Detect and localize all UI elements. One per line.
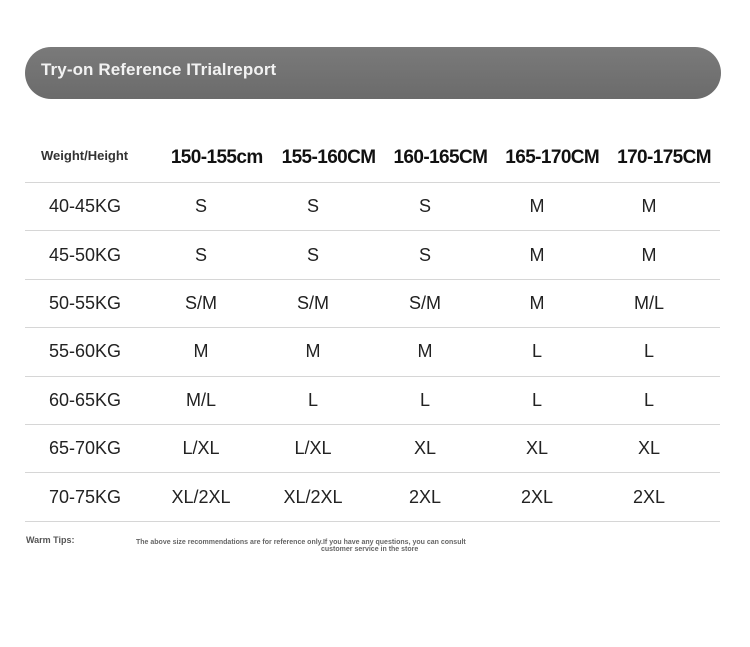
size-cell: XL [413, 438, 437, 459]
size-cell: XL [525, 438, 549, 459]
size-cell: S [306, 244, 319, 265]
size-cell: M [641, 244, 657, 265]
height-header: 155-160CM [281, 147, 376, 168]
table-body [25, 183, 720, 522]
warm-tips [26, 535, 726, 565]
size-cell: S/M [296, 292, 329, 313]
height-header: 165-170CM [505, 147, 600, 168]
size-cell: M/L [185, 389, 216, 410]
size-cell: M [193, 341, 209, 362]
tips-label: Warm Tips: [26, 535, 75, 545]
weight-label: 50-55KG [48, 292, 122, 313]
size-cell: L/XL [182, 438, 220, 459]
table-row [25, 425, 720, 473]
size-cell: M [417, 341, 433, 362]
size-cell: M/L [633, 292, 664, 313]
size-cell: L/XL [294, 438, 332, 459]
size-cell: 2XL [632, 486, 666, 507]
weight-label: 60-65KG [48, 389, 122, 410]
size-cell: 2XL [520, 486, 554, 507]
table-row [25, 377, 720, 425]
size-cell: S [194, 196, 207, 217]
size-cell: L [419, 389, 430, 410]
table-row [25, 280, 720, 328]
size-cell: L [307, 389, 318, 410]
size-cell: XL/2XL [283, 486, 343, 507]
height-header: 150-155cm [170, 147, 263, 168]
table-row [25, 183, 720, 231]
tips-text-continued: customer service in the store [321, 546, 419, 553]
size-cell: S [194, 244, 207, 265]
size-cell: S [418, 244, 431, 265]
weight-label: 70-75KG [48, 486, 122, 507]
weight-label: 65-70KG [48, 438, 122, 459]
size-cell: L [643, 389, 654, 410]
table-row [25, 231, 720, 279]
table-row [25, 328, 720, 376]
size-chart-table [25, 134, 720, 522]
table-header-row [25, 134, 720, 183]
table-row [25, 473, 720, 521]
size-cell: S [306, 196, 319, 217]
size-cell: M [529, 196, 545, 217]
weight-label: 45-50KG [48, 244, 122, 265]
size-cell: M [529, 292, 545, 313]
size-cell: M [529, 244, 545, 265]
size-cell: M [305, 341, 321, 362]
corner-label: Weight/Height [41, 147, 129, 163]
size-cell: M [641, 196, 657, 217]
size-cell: S [418, 196, 431, 217]
size-cell: XL [637, 438, 661, 459]
size-cell: XL/2XL [171, 486, 231, 507]
size-cell: L [643, 341, 654, 362]
weight-label: 40-45KG [48, 196, 122, 217]
height-header: 170-175CM [617, 147, 711, 168]
weight-label: 55-60KG [48, 341, 122, 362]
size-cell: L [531, 389, 542, 410]
height-header: 160-165CM [393, 147, 488, 168]
header-banner [25, 47, 721, 99]
size-cell: S/M [184, 292, 217, 313]
size-cell: S/M [408, 292, 441, 313]
banner-title: Try-on Reference ITrialreport [41, 60, 277, 79]
tips-text: The above size recommendations are for reference only.If you have any questions, you can consult [136, 539, 466, 546]
size-cell: L [531, 341, 542, 362]
size-cell: 2XL [408, 486, 442, 507]
